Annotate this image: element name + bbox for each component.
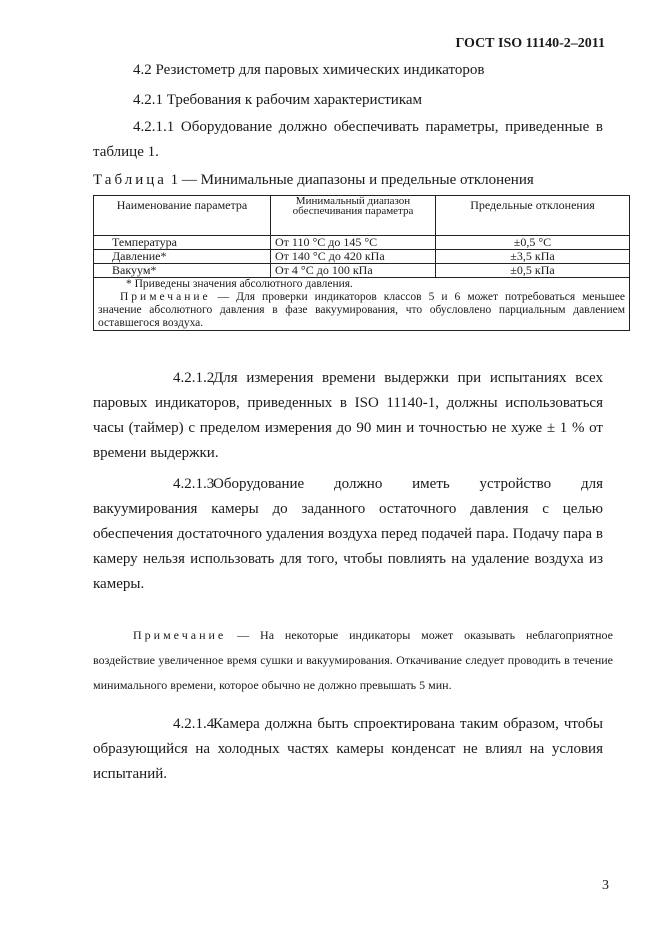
header-range: Минимальный диапазон обеспечивания параметра [271, 196, 436, 236]
paragraph-4-2-1-4-text [93, 712, 603, 787]
table-caption-prefix: Таблица [93, 172, 167, 188]
table-cell: От 140 °С до 420 кПа [271, 250, 436, 264]
table-row [94, 250, 630, 264]
table-cell: Давление* [94, 250, 271, 264]
table-cell: От 4 °С до 100 кПа [271, 264, 436, 278]
table-cell: ±3,5 кПа [436, 250, 630, 264]
table-caption [93, 172, 534, 189]
paragraph-number: 4.2.1.2 [173, 370, 215, 386]
paragraph-4-2-1-1 [93, 115, 603, 165]
note-label: Примечание [133, 628, 227, 642]
paragraph-body: Камера должна быть спроектирована таким образом, чтобы образующийся на холодных частях камеры конденсат не влиял на условия испытаний. [93, 716, 603, 782]
paragraph-body: Оборудование должно иметь устройство для вакуумирования камеры до заданного остаточного давления с целью обеспечения достаточного удаления воздуха перед подачей пара. Подачу пара в камеру нельзя использовать для того, чтобы повлиять на удаление воздуха из камеры. [93, 476, 603, 592]
table-note-text: — Для проверки индикаторов классов 5 и 6 может потребоваться меньшее значение абсолютного давления в фазе вакуумирования, что обусловлено парциальным давлением оставшегося воздуха. [98, 291, 625, 329]
table-note [98, 291, 625, 330]
header-parameter: Наименование параметра [94, 196, 271, 236]
note-body: — На некоторые индикаторы может оказывать неблагоприятное воздействие увеличенное время сушки и вакуумирования. Откачивание следует проводить в течение минимального времени, которое обычно не должно превышать 5 мин. [93, 628, 613, 692]
table-footnote-cell [94, 278, 630, 331]
table-cell: Вакуум* [94, 264, 271, 278]
paragraph-4-2-1-4 [93, 712, 603, 787]
note-paragraph [93, 623, 613, 698]
paragraph-4-2-1-2-text [93, 366, 603, 466]
table-cell: Температура [94, 236, 271, 250]
limits-table [93, 195, 630, 331]
paragraph-number: 4.2.1.3 [173, 476, 215, 492]
paragraph-4-2-1-3-text [93, 472, 603, 597]
header-tolerance: Предельные отклонения [436, 196, 630, 236]
table-footnote: * Приведены значения абсолютного давления. [126, 278, 353, 290]
paragraph-body: Для измерения времени выдержки при испытаниях всех паровых индикаторов, приведенных в ISO 11140-1, должны использоваться часы (таймер) с пределом измерения до 90 мин и точностью не хуже ± 1 % от времени выдержки. [93, 370, 603, 461]
table-cell: ±0,5 кПа [436, 264, 630, 278]
section-4-2-title: 4.2 Резистометр для паровых химических индикаторов [133, 62, 485, 78]
page-number: 3 [602, 878, 609, 893]
table-row [94, 236, 630, 250]
paragraph-4-2-1-3 [93, 472, 603, 597]
table-cell: От 110 °С до 145 °С [271, 236, 436, 250]
note-text [93, 623, 613, 698]
section-4-2-1-title: 4.2.1 Требования к рабочим характеристикам [133, 92, 423, 108]
table-footnote-row [94, 278, 630, 331]
table-header-row [94, 196, 630, 236]
document-header: ГОСТ ISO 11140-2–2011 [455, 36, 605, 51]
table-cell: ±0,5 °С [436, 236, 630, 250]
paragraph-4-2-1-1-text: 4.2.1.1 Оборудование должно обеспечивать параметры, приведенные в таблице 1. [93, 119, 603, 160]
paragraph-number: 4.2.1.4 [173, 716, 215, 732]
table-caption-text: 1 — Минимальные диапазоны и предельные отклонения [170, 172, 534, 188]
table-note-label: Примечание [120, 291, 211, 303]
table-row [94, 264, 630, 278]
paragraph-4-2-1-2 [93, 366, 603, 466]
